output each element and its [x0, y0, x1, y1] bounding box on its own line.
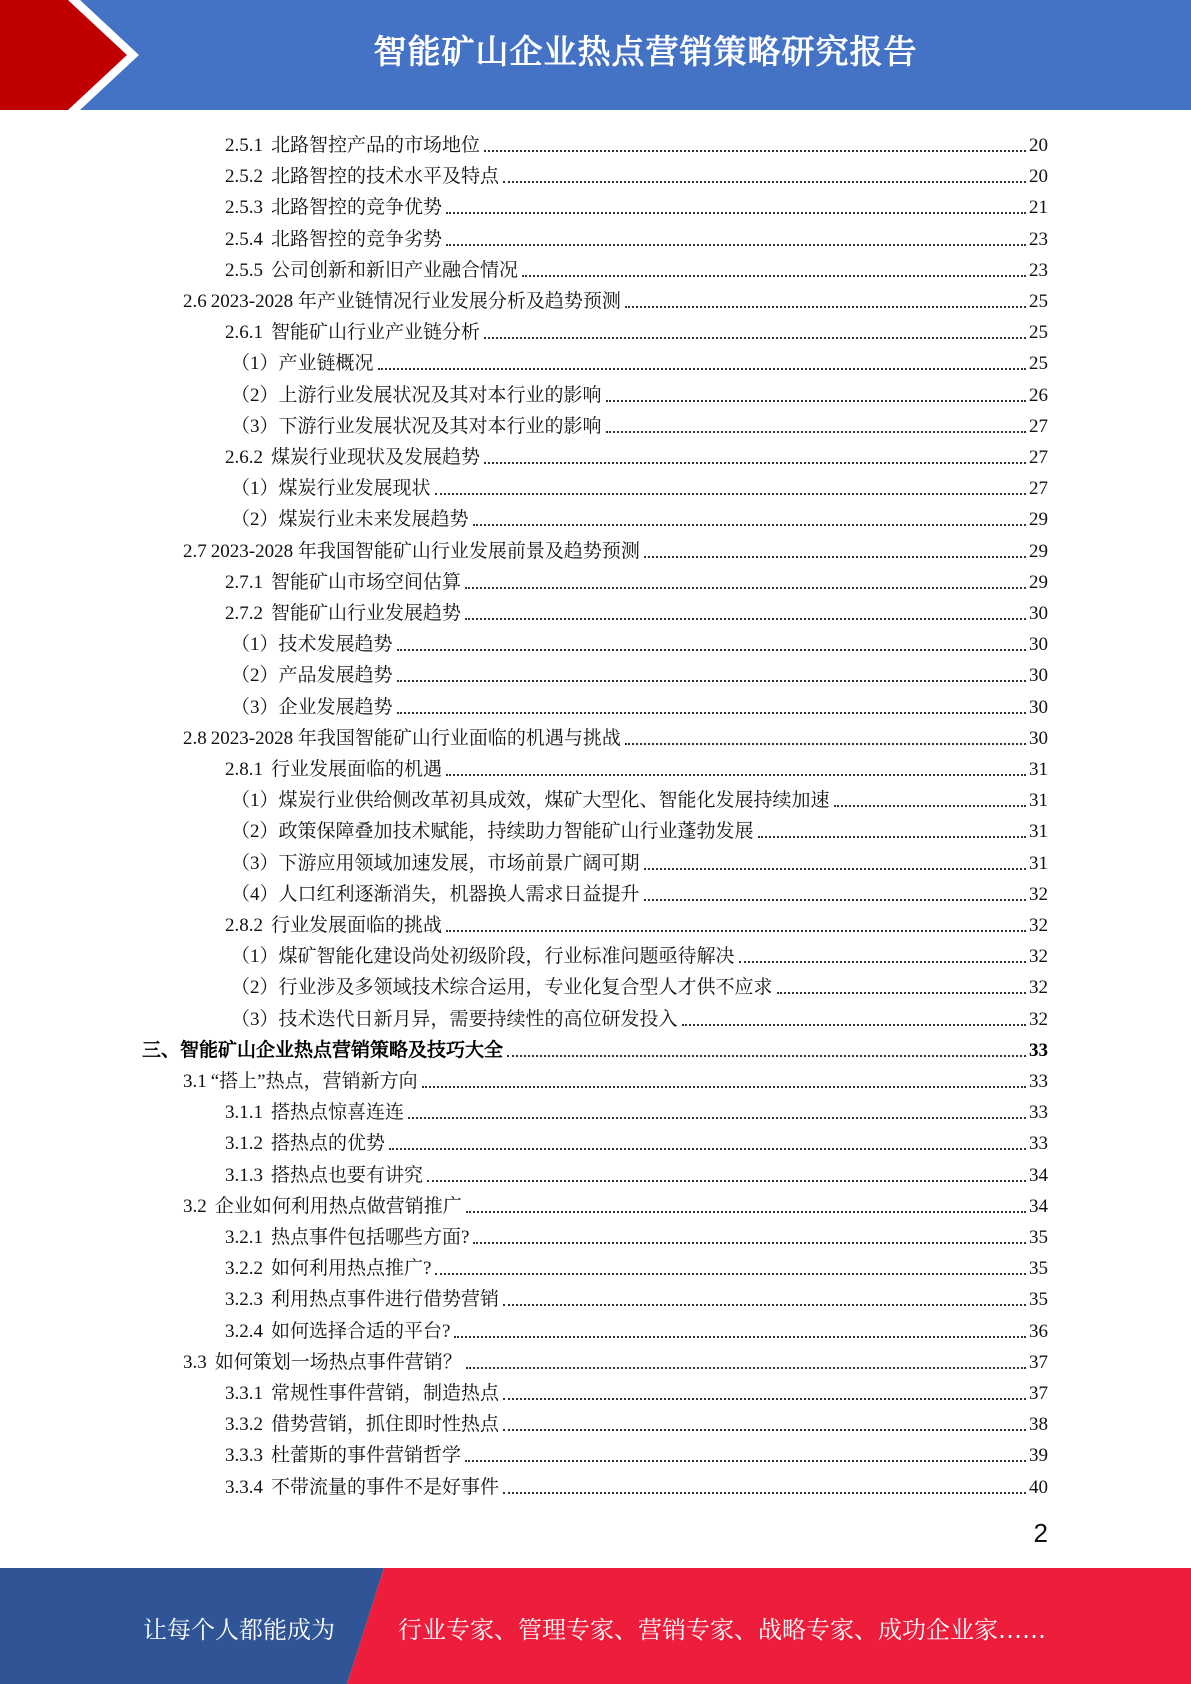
toc-entry-label: 2023-2028 年产业链情况行业发展分析及趋势预测	[210, 291, 621, 312]
toc-entry-label: 如何策划一场热点事件营销？	[214, 1351, 462, 1373]
toc-leader-dots	[484, 150, 1026, 152]
toc-entry-page: 32	[1029, 946, 1048, 968]
toc-entry-label: 搭热点也要有讲究	[271, 1164, 424, 1186]
toc-leader-dots	[446, 212, 1026, 214]
toc-entry-page: 27	[1029, 415, 1048, 437]
toc-entry[interactable]	[183, 1344, 1048, 1375]
toc-entry-page: 20	[1029, 135, 1048, 156]
toc-leader-dots	[397, 712, 1026, 714]
toc-entry-number: 3.2	[183, 1195, 207, 1217]
toc-entry-label: 煤炭行业发展现状	[278, 478, 431, 500]
toc-entry-page: 36	[1029, 1320, 1048, 1342]
toc-entry[interactable]	[225, 158, 1048, 189]
toc-leader-dots	[427, 1180, 1026, 1182]
toc-entry-number: （3）	[231, 696, 279, 718]
footer-slogan-right: 行业专家、管理专家、营销专家、战略专家、成功企业家……	[398, 1616, 1046, 1644]
toc-entry-label: 搭热点惊喜连连	[271, 1102, 405, 1124]
toc-leader-dots	[644, 556, 1026, 558]
toc-entry-page: 27	[1029, 478, 1048, 500]
toc-entry[interactable]	[225, 189, 1048, 220]
toc-entry-number: 3.2.4	[225, 1320, 263, 1342]
toc-entry[interactable]	[231, 470, 1048, 501]
toc-entry-label: “搭上”热点，营销新方向	[210, 1071, 418, 1092]
toc-entry-page: 30	[1029, 603, 1048, 624]
toc-entry-number: 2.7.2	[225, 603, 263, 624]
toc-entry[interactable]	[225, 1437, 1048, 1468]
toc-entry-label: 企业发展趋势	[278, 696, 393, 718]
toc-leader-dots	[834, 805, 1026, 807]
toc-entry-page: 21	[1029, 197, 1048, 219]
toc-entry[interactable]	[183, 533, 1048, 564]
toc-entry-number: （2）	[231, 821, 279, 843]
toc-entry-label: 如何利用热点推广?	[271, 1258, 432, 1280]
toc-entry-number: （2）	[231, 665, 279, 687]
toc-entry-label: 常规性事件营销，制造热点	[271, 1383, 500, 1404]
toc-entry-page: 32	[1029, 915, 1048, 936]
toc-entry[interactable]	[225, 1313, 1048, 1344]
toc-entry-page: 32	[1029, 977, 1048, 999]
toc-entry-label: 行业涉及多领域技术综合运用，专业化复合型人才供不应求	[278, 977, 773, 999]
toc-entry-page: 23	[1029, 228, 1048, 250]
toc-entry-number: 2.5.2	[225, 166, 263, 188]
toc-entry-page: 29	[1029, 509, 1048, 531]
toc-entry[interactable]	[225, 907, 1048, 938]
toc-entry[interactable]	[225, 1469, 1048, 1500]
toc-entry-number: 3.1.1	[225, 1102, 263, 1124]
toc-entry-number: 2.7	[183, 540, 207, 562]
toc-leader-dots	[473, 1242, 1026, 1244]
toc-entry-label: 利用热点事件进行借势营销	[271, 1289, 500, 1311]
toc-entry-number: 2.7.1	[225, 571, 263, 593]
toc-entry-page: 20	[1029, 166, 1048, 188]
toc-entry-label: 下游行业发展状况及其对本行业的影响	[278, 415, 602, 437]
toc-entry-number: 3.1	[183, 1071, 207, 1092]
toc-entry[interactable]	[225, 1281, 1048, 1312]
toc-entry-number: 3.2.3	[225, 1289, 263, 1311]
toc-entry[interactable]	[231, 876, 1048, 907]
toc-entry-label: 煤矿智能化建设尚处初级阶段，行业标准问题亟待解决	[278, 946, 735, 968]
toc-leader-dots	[435, 1273, 1026, 1275]
toc-leader-dots	[389, 1148, 1026, 1150]
toc-entry-number: 2.8.2	[225, 915, 263, 936]
toc-entry[interactable]	[225, 1125, 1048, 1156]
toc-entry-label: 下游应用领域加速发展，市场前景广阔可期	[278, 852, 640, 874]
toc-entry[interactable]	[225, 1375, 1048, 1406]
page-title: 智能矿山企业热点营销策略研究报告	[373, 32, 918, 71]
toc-entry-number: 3.2.1	[225, 1227, 263, 1248]
toc-entry-number: 3.1.3	[225, 1164, 263, 1186]
toc-leader-dots	[397, 680, 1026, 682]
toc-entry-page: 29	[1029, 540, 1048, 562]
toc-entry-number: 2.6.1	[225, 322, 263, 344]
toc-entry[interactable]	[225, 221, 1048, 252]
toc-leader-dots	[446, 774, 1026, 776]
toc-entry-page: 23	[1029, 259, 1048, 281]
toc-entry-label: 煤炭行业供给侧改革初具成效，煤矿大型化、智能化发展持续加速	[278, 790, 830, 812]
toc-leader-dots	[625, 743, 1026, 745]
toc-entry-label: 智能矿山市场空间估算	[271, 571, 462, 593]
toc-leader-dots	[625, 306, 1026, 308]
toc-entry-number: 2.6.2	[225, 447, 263, 468]
toc-entry-label: 上游行业发展状况及其对本行业的影响	[278, 384, 602, 406]
toc-entry[interactable]	[231, 501, 1048, 532]
toc-entry[interactable]	[225, 751, 1048, 782]
toc-entry-number: 三、	[142, 1039, 181, 1061]
toc-entry-page: 32	[1029, 883, 1048, 905]
toc-entry-label: 如何选择合适的平台?	[271, 1320, 451, 1342]
toc-entry[interactable]	[142, 1032, 1048, 1063]
toc-entry-number: 3.3.2	[225, 1414, 263, 1436]
toc-entry-page: 34	[1029, 1164, 1048, 1186]
toc-leader-dots	[758, 836, 1026, 838]
toc-entry-label: 北路智控的技术水平及特点	[271, 166, 500, 188]
toc-leader-dots	[777, 992, 1026, 994]
toc-leader-dots	[465, 587, 1026, 589]
toc-entry-label: 智能矿山行业产业链分析	[271, 322, 481, 344]
toc-leader-dots	[397, 649, 1026, 651]
toc-leader-dots	[644, 868, 1026, 870]
toc-entry-number: （1）	[231, 946, 279, 968]
footer-banner	[0, 1568, 1191, 1684]
toc-entry-page: 31	[1029, 790, 1048, 812]
toc-leader-dots	[446, 244, 1026, 246]
toc-entry-number: 2.8	[183, 727, 207, 749]
toc-entry[interactable]	[231, 657, 1048, 688]
toc-leader-dots	[503, 181, 1026, 183]
toc-entry-number: （1）	[231, 790, 279, 812]
arrow-chevron-icon	[0, 0, 160, 110]
toc-entry-page: 35	[1029, 1227, 1048, 1248]
toc-entry-label: 北路智控产品的市场地位	[271, 135, 481, 156]
toc-entry-page: 32	[1029, 1008, 1048, 1030]
toc-entry-page: 25	[1029, 322, 1048, 344]
toc-entry-label: 技术发展趋势	[278, 634, 393, 656]
toc-entry[interactable]	[231, 1001, 1048, 1032]
toc-leader-dots	[466, 1367, 1026, 1369]
toc-leader-dots	[522, 275, 1026, 277]
toc-entry[interactable]	[225, 1219, 1048, 1250]
toc-entry-number: 2.5.5	[225, 259, 263, 281]
toc-entry-page: 34	[1029, 1195, 1048, 1217]
toc-entry-number: （1）	[231, 634, 279, 656]
toc-entry[interactable]	[231, 938, 1048, 969]
toc-entry-label: 企业如何利用热点做营销推广	[214, 1195, 462, 1217]
toc-entry[interactable]	[225, 439, 1048, 470]
toc-entry-label: 北路智控的竞争优势	[271, 197, 443, 219]
toc-entry-number: 3.1.2	[225, 1133, 263, 1155]
toc-entry-number: （4）	[231, 883, 279, 905]
toc-entry-label: 2023-2028 年我国智能矿山行业发展前景及趋势预测	[210, 540, 640, 562]
toc-entry-label: 搭热点的优势	[271, 1133, 386, 1155]
toc-entry-number: 2.5.1	[225, 135, 263, 156]
toc-entry-number: 3.3.4	[225, 1476, 263, 1498]
toc-leader-dots	[682, 1024, 1026, 1026]
toc-leader-dots	[503, 1492, 1026, 1494]
toc-entry-number: 2.5.4	[225, 228, 263, 250]
toc-entry-number: 2.5.3	[225, 197, 263, 219]
toc-entry-label: 借势营销，抓住即时性热点	[271, 1414, 500, 1436]
toc-entry[interactable]	[183, 1188, 1048, 1219]
toc-entry-page: 33	[1029, 1039, 1048, 1061]
toc-entry-page: 26	[1029, 384, 1048, 406]
toc-entry-page: 29	[1029, 571, 1048, 593]
toc-entry-page: 31	[1029, 821, 1048, 843]
toc-entry-page: 33	[1029, 1133, 1048, 1155]
toc-leader-dots	[644, 899, 1026, 901]
toc-entry[interactable]	[225, 564, 1048, 595]
toc-entry-label: 产业链概况	[278, 353, 374, 375]
toc-entry-number: （1）	[231, 478, 279, 500]
toc-entry-label: 2023-2028 年我国智能矿山行业面临的机遇与挑战	[210, 727, 621, 749]
toc-entry-page: 37	[1029, 1383, 1048, 1404]
toc-entry-page: 40	[1029, 1476, 1048, 1498]
toc-entry-page: 33	[1029, 1102, 1048, 1124]
toc-entry[interactable]	[183, 720, 1048, 751]
toc-entry-page: 27	[1029, 447, 1048, 468]
toc-leader-dots	[484, 462, 1026, 464]
toc-entry[interactable]	[225, 1094, 1048, 1125]
toc-entry-label: 行业发展面临的机遇	[271, 759, 443, 780]
toc-entry-page: 37	[1029, 1351, 1048, 1373]
toc-entry-number: 3.3	[183, 1351, 207, 1373]
toc-entry[interactable]	[225, 595, 1048, 626]
toc-entry-page: 38	[1029, 1414, 1048, 1436]
toc-entry[interactable]	[231, 689, 1048, 720]
toc-entry[interactable]	[225, 1406, 1048, 1437]
toc-entry[interactable]	[231, 377, 1048, 408]
toc-entry-number: （2）	[231, 977, 279, 999]
toc-entry-page: 31	[1029, 759, 1048, 780]
toc-entry-page: 30	[1029, 727, 1048, 749]
toc-entry-label: 热点事件包括哪些方面?	[271, 1227, 470, 1248]
toc-entry-page: 25	[1029, 353, 1048, 375]
toc-entry-page: 39	[1029, 1445, 1048, 1467]
toc-entry[interactable]	[231, 408, 1048, 439]
toc-leader-dots	[466, 1211, 1026, 1213]
toc-entry[interactable]	[225, 127, 1048, 158]
toc-leader-dots	[465, 1460, 1026, 1462]
toc-leader-dots	[503, 1429, 1026, 1431]
toc-leader-dots	[422, 1086, 1026, 1088]
toc-entry-number: （1）	[231, 353, 279, 375]
toc-entry-label: 煤炭行业现状及发展趋势	[271, 447, 481, 468]
toc-entry[interactable]	[231, 782, 1048, 813]
toc-leader-dots	[454, 1336, 1026, 1338]
toc-leader-dots	[473, 524, 1026, 526]
toc-entry[interactable]	[231, 969, 1048, 1000]
toc-entry-page: 30	[1029, 665, 1048, 687]
toc-entry-page: 33	[1029, 1071, 1048, 1092]
toc-entry[interactable]	[225, 1250, 1048, 1281]
toc-entry-label: 产品发展趋势	[278, 665, 393, 687]
toc-entry-label: 北路智控的竞争劣势	[271, 228, 443, 250]
toc-entry-number: 3.3.1	[225, 1383, 263, 1404]
toc-entry-page: 30	[1029, 634, 1048, 656]
toc-entry-page: 35	[1029, 1289, 1048, 1311]
header-banner	[0, 0, 1191, 110]
toc-entry[interactable]	[225, 314, 1048, 345]
page-number: 2	[1033, 1518, 1048, 1548]
toc-entry-page: 35	[1029, 1258, 1048, 1280]
toc-entry-number: （2）	[231, 384, 279, 406]
toc-leader-dots	[606, 431, 1026, 433]
toc-entry-label: 智能矿山行业发展趋势	[271, 603, 462, 624]
toc-entry[interactable]	[183, 283, 1048, 314]
toc-leader-dots	[507, 1055, 1026, 1057]
toc-entry-label: 杜蕾斯的事件营销哲学	[271, 1445, 462, 1467]
toc-entry[interactable]	[225, 1157, 1048, 1188]
toc-entry-label: 煤炭行业未来发展趋势	[278, 509, 469, 531]
toc-leader-dots	[435, 493, 1026, 495]
toc-entry-number: 3.3.3	[225, 1445, 263, 1467]
toc-leader-dots	[446, 930, 1026, 932]
toc-entry-page: 30	[1029, 696, 1048, 718]
toc-entry-number: （3）	[231, 415, 279, 437]
toc-entry-label: 政策保障叠加技术赋能，持续助力智能矿山行业蓬勃发展	[278, 821, 754, 843]
toc-entry[interactable]	[231, 813, 1048, 844]
toc-leader-dots	[503, 1398, 1026, 1400]
toc-entry-page: 25	[1029, 291, 1048, 312]
toc-entry[interactable]	[231, 845, 1048, 876]
toc-entry-number: 2.8.1	[225, 759, 263, 780]
toc-leader-dots	[378, 368, 1026, 370]
toc-entry-label: 不带流量的事件不是好事件	[271, 1476, 500, 1498]
toc-leader-dots	[606, 400, 1026, 402]
footer-slogan-left: 让每个人都能成为	[143, 1616, 335, 1644]
toc-leader-dots	[408, 1117, 1026, 1119]
toc-entry-label: 智能矿山企业热点营销策略及技巧大全	[180, 1039, 504, 1061]
toc-entry-label: 人口红利逐渐消失，机器换人需求日益提升	[278, 883, 640, 905]
toc-entry-number: 2.6	[183, 291, 207, 312]
toc-entry-label: 公司创新和新旧产业融合情况	[271, 259, 519, 281]
toc-entry-label: 技术迭代日新月异，需要持续性的高位研发投入	[278, 1008, 678, 1030]
toc-entry-label: 行业发展面临的挑战	[271, 915, 443, 936]
toc-entry-page: 31	[1029, 852, 1048, 874]
toc-entry-number: （3）	[231, 1008, 279, 1030]
toc-entry[interactable]	[231, 626, 1048, 657]
toc-entry-number: （3）	[231, 852, 279, 874]
toc-entry-number: 3.2.2	[225, 1258, 263, 1280]
toc-entry[interactable]	[183, 1063, 1048, 1094]
toc-leader-dots	[465, 618, 1026, 620]
toc-leader-dots	[503, 1304, 1026, 1306]
toc-leader-dots	[484, 337, 1026, 339]
toc-leader-dots	[739, 961, 1026, 963]
toc-entry[interactable]	[231, 345, 1048, 376]
toc-entry[interactable]	[225, 252, 1048, 283]
toc-entry-number: （2）	[231, 509, 279, 531]
